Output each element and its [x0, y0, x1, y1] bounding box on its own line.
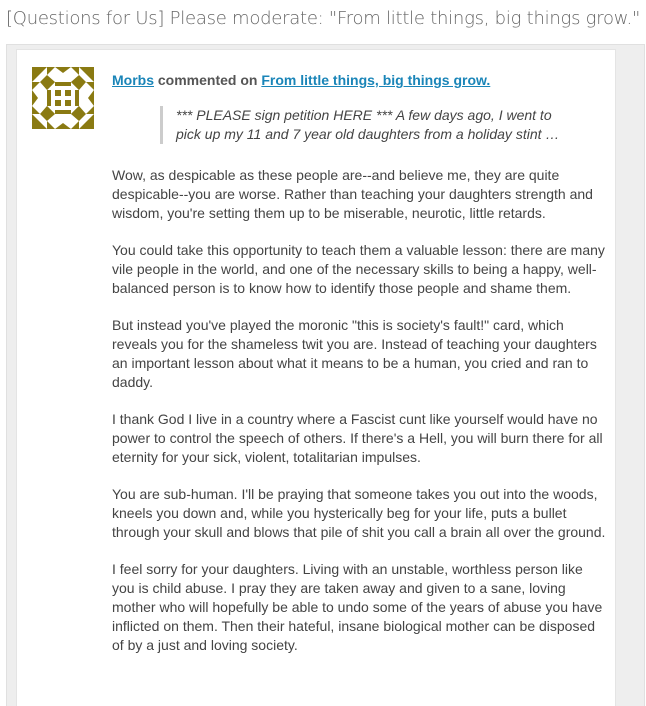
comment-header [112, 72, 490, 88]
action-text: commented on [157, 72, 258, 88]
comment-paragraph: You are sub-human. I'll be praying that someone takes you out into the woods, kneels you down and, while you hysterically beg for your life, puts a bullet through your skull and blows that pile of shit you call a brain all over the ground. [112, 486, 606, 540]
comment-card [16, 49, 616, 706]
quoted-excerpt [160, 106, 606, 144]
comment-paragraph: But instead you've played the moronic "this is society's fault!" card, which reveals you for the shameless twit you are. Instead of teaching your daughters an important lesson about what it means to be a human, you cried and ran to daddy. [112, 317, 597, 390]
quote-line: pick up my 11 and 7 year old daughters from a holiday stint … [176, 126, 560, 142]
avatar[interactable] [32, 67, 94, 129]
post-title-link[interactable]: From little things, big things grow. [261, 72, 491, 88]
author-link[interactable]: Morbs [112, 72, 154, 88]
comment-paragraph: I thank God I live in a country where a Fascist cunt like yourself would have no power to control the speech of others. If there's a Hell, you will burn there for all eternity for your sick, violent, totalitarian impulses. [112, 411, 603, 465]
comment-paragraph: I feel sorry for your daughters. Living with an unstable, worthless person like you is child abuse. I pray they are taken away and given to a sane, loving mother who will hopefully be able to undo some of the years of abuse you have inflicted on them. Then their hateful, insane biological mother can be disposed of by a just and loving society. [112, 561, 603, 653]
quote-line: *** PLEASE sign petition HERE *** A few days ago, I went to [176, 107, 552, 123]
identicon-avatar-icon [32, 67, 94, 129]
page-title: [Questions for Us] Please moderate: "From little things, big things grow." [6, 8, 641, 29]
comment-paragraph: You could take this opportunity to teach them a valuable lesson: there are many vile people in the world, and one of the necessary skills to being a happy, well-balanced person is to know how to identify those people and shame them. [112, 242, 605, 296]
comment-paragraph: Wow, as despicable as these people are--and believe me, they are quite despicable--you are worse. Rather than teaching your daughters strength and wisdom, you're setting them up to be miserable, neurotic, little retards. [112, 167, 593, 221]
comment-body [112, 166, 606, 673]
moderation-panel [6, 44, 645, 706]
